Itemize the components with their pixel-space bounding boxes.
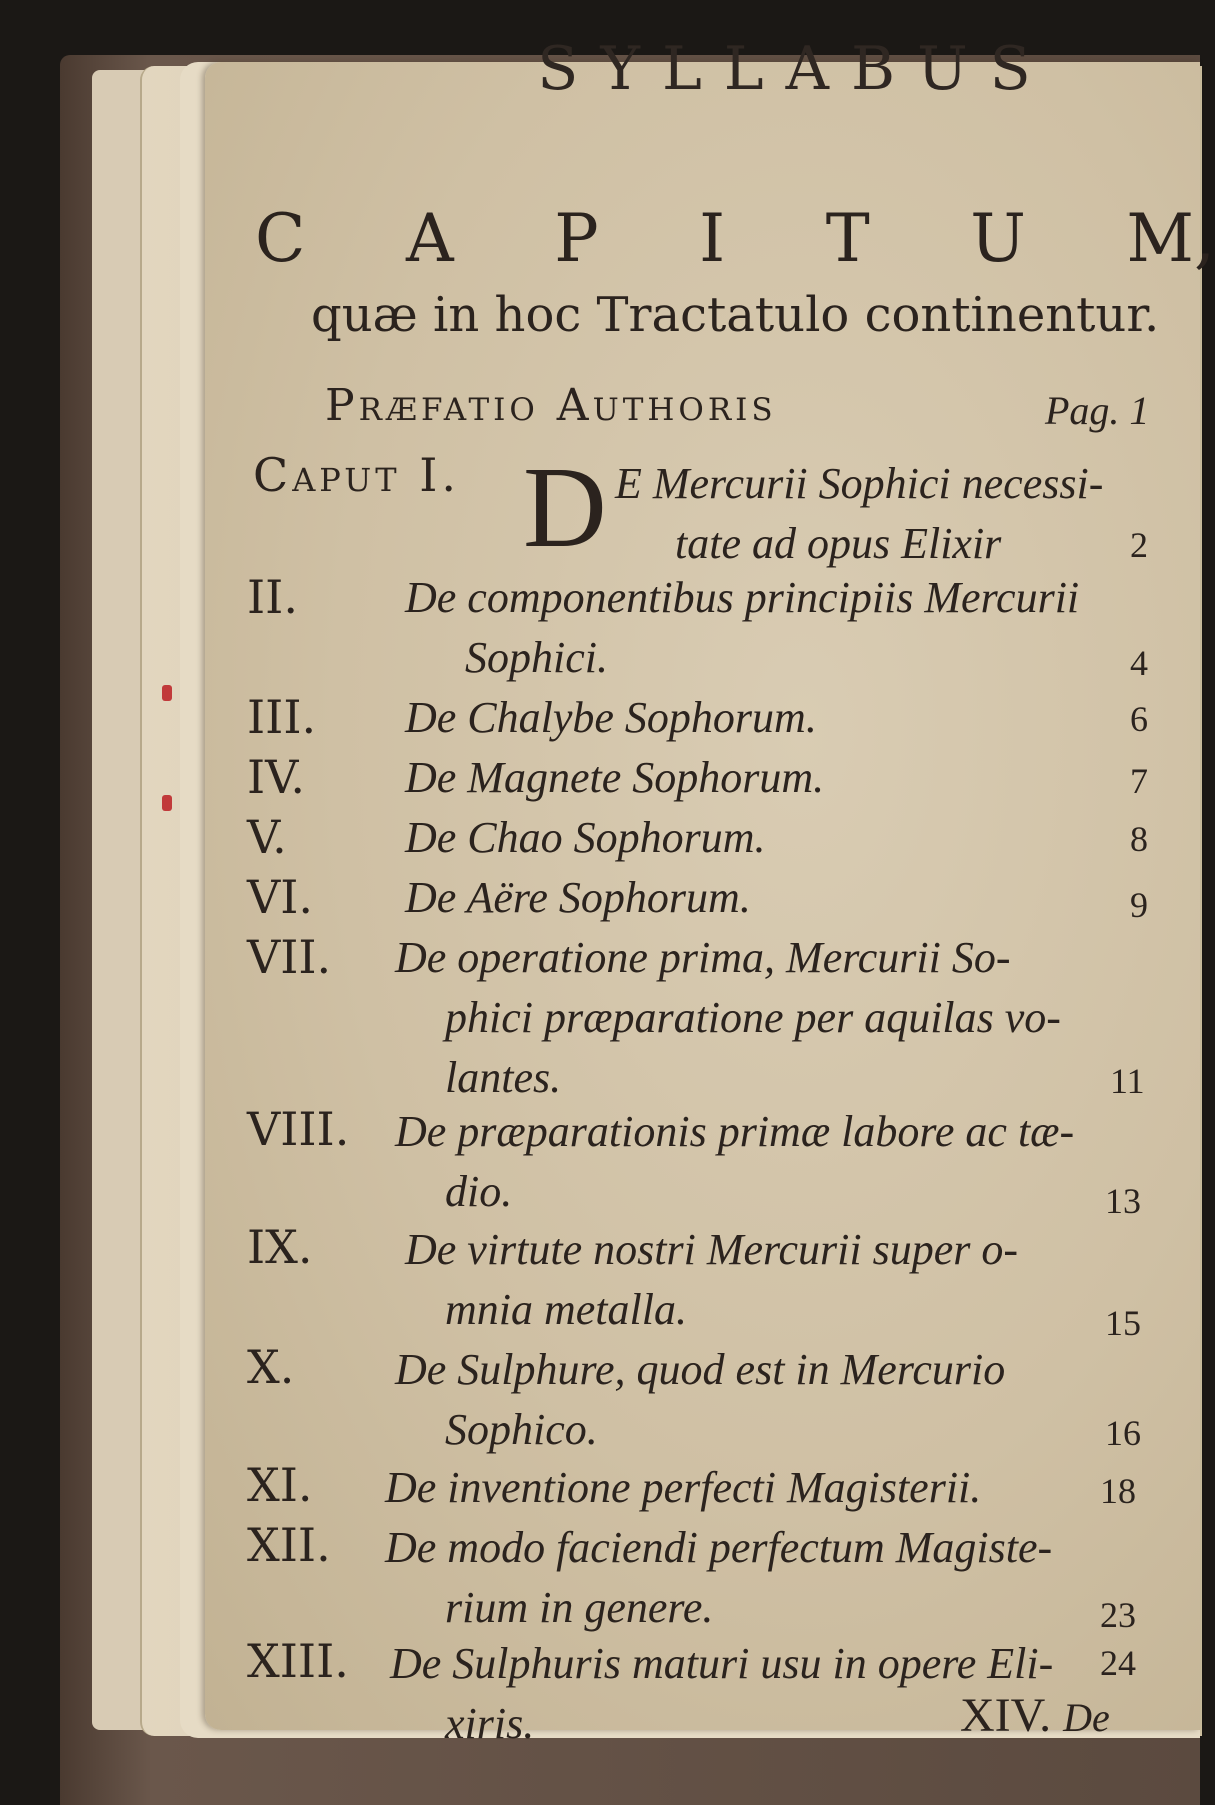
chapter-number: IX.: [247, 1220, 313, 1274]
chapter-page: 9: [1130, 885, 1148, 925]
chapter-line: De virtute nostri Mercurii super o-: [405, 1225, 1019, 1274]
chapter-number: IV.: [247, 750, 305, 804]
chapter-line: De Magnete Sophorum.: [405, 753, 825, 802]
chapter-line: tate ad opus Elixir: [675, 519, 1002, 568]
chapter-line: De Chalybe Sophorum.: [405, 693, 817, 742]
chapter-page: 4: [1130, 643, 1148, 683]
heading-letter: U: [970, 200, 1026, 277]
red-edge-mark: [162, 795, 172, 811]
chapter-number: XII.: [247, 1518, 331, 1572]
chapter-page: 7: [1130, 761, 1148, 801]
chapter-number: V.: [247, 810, 287, 864]
heading-letter: A: [406, 200, 454, 277]
red-edge-mark: [162, 685, 172, 701]
caput-label: Caput I.: [253, 448, 461, 502]
heading-letter: I: [699, 200, 726, 277]
chapter-line: De Chao Sophorum.: [405, 813, 766, 862]
chapter-line: De modo faciendi perfectum Magiste-: [385, 1523, 1053, 1572]
chapter-line: dio.: [445, 1167, 513, 1216]
chapter-number: II.: [247, 570, 298, 624]
chapter-number: III.: [247, 690, 317, 744]
chapter-line: De Sulphuris maturi usu in opere Eli-: [390, 1639, 1054, 1688]
chapter-line: De operatione prima, Mercurii So-: [395, 933, 1011, 982]
chapter-line: Sophici.: [465, 633, 608, 682]
chapter-number: VI.: [247, 870, 314, 924]
chapter-line: De præparationis primæ labore ac tæ-: [395, 1107, 1075, 1156]
preface-page-ref: Pag. 1: [1045, 388, 1150, 433]
catchword-number: XIV.: [960, 1689, 1052, 1742]
chapter-number: X.: [247, 1340, 295, 1394]
chapter-line: mnia metalla.: [445, 1285, 687, 1334]
chapter-number: VIII.: [247, 1102, 350, 1156]
subtitle: quæ in hoc Tractatulo continentur.: [311, 287, 1160, 343]
chapter-line: De Aëre Sophorum.: [405, 873, 751, 922]
chapter-number: VII.: [247, 930, 332, 984]
chapter-line: xiris.: [445, 1699, 535, 1748]
catchword: [960, 1688, 1110, 1743]
chapter-number: XI.: [247, 1458, 313, 1512]
heading-letter: T: [825, 200, 870, 277]
chapter-line: De Sulphure, quod est in Mercurio: [395, 1345, 1006, 1394]
heading-letter: P: [554, 200, 599, 277]
chapter-page: 6: [1130, 699, 1148, 739]
chapter-number: XIII.: [247, 1634, 349, 1688]
drop-capital: D: [523, 444, 607, 572]
chapter-page: 18: [1100, 1471, 1136, 1511]
chapter-line: De componentibus principiis Mercurii: [405, 573, 1080, 622]
chapter-line: Sophico.: [445, 1405, 598, 1454]
book-page: [205, 34, 1215, 1748]
chapter-page: 23: [1100, 1595, 1136, 1635]
chapter-line: rium in genere.: [445, 1583, 714, 1632]
chapter-page: 8: [1130, 819, 1148, 859]
chapter-line: De inventione perfecti Magisterii.: [385, 1463, 982, 1512]
heading-letter: C: [255, 200, 306, 277]
chapter-line: E Mercurii Sophici necessi-: [615, 459, 1104, 508]
catchword-word: De: [1063, 1695, 1110, 1740]
syllabus-heading: SYLLABUS: [537, 34, 1053, 104]
heading-letter: M,: [1126, 200, 1215, 277]
chapter-line: phici præparatione per aquilas vo-: [445, 993, 1061, 1042]
chapter-page: 16: [1105, 1413, 1141, 1453]
preface-label: Præfatio Authoris: [325, 380, 777, 431]
chapter-page: 2: [1130, 525, 1148, 565]
chapter-page: 13: [1105, 1181, 1141, 1221]
chapter-line: lantes.: [445, 1053, 562, 1102]
chapter-page: 11: [1110, 1061, 1145, 1101]
chapter-page: 15: [1105, 1303, 1141, 1343]
capitum-heading: [255, 200, 1215, 277]
chapter-page: 24: [1100, 1643, 1136, 1683]
